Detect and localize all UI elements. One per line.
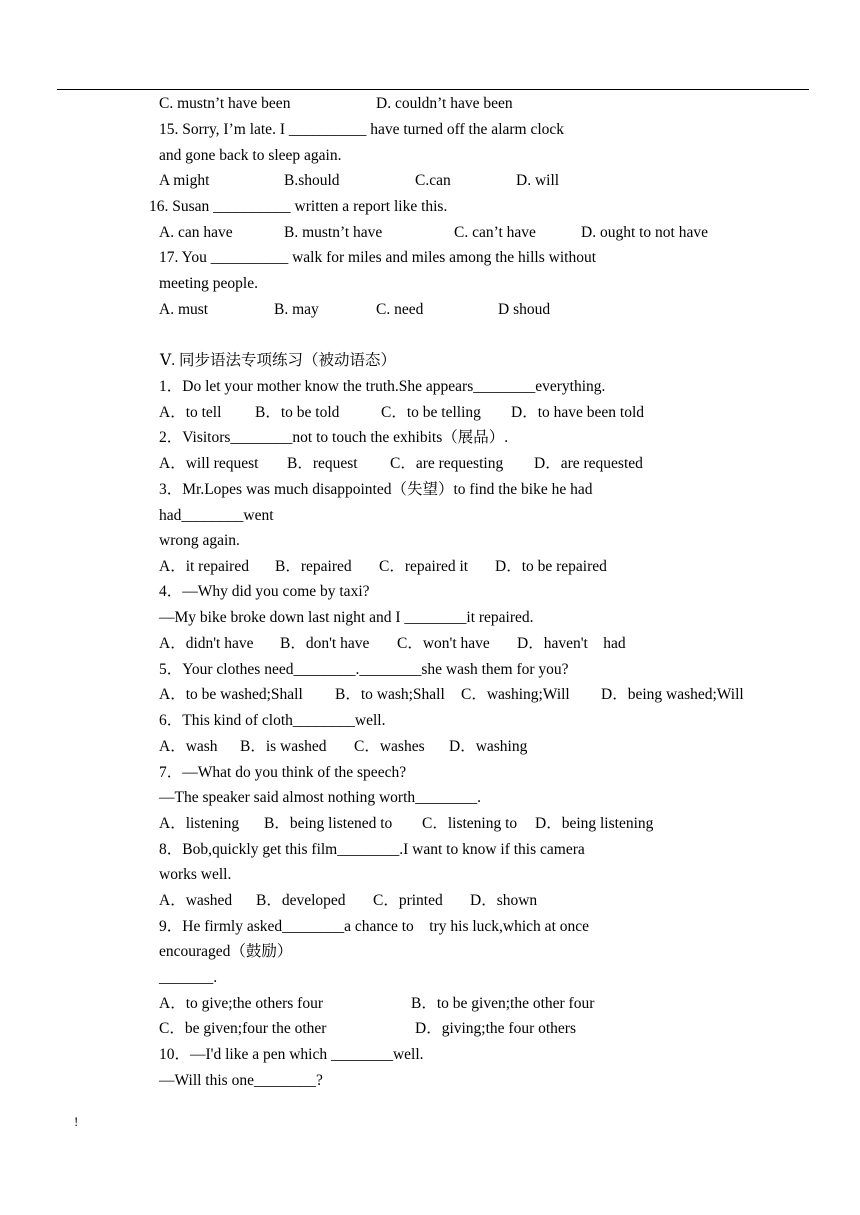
question-10-cont: —Will this one________? <box>159 1072 323 1089</box>
question-5: 5．Your clothes need________.________she wash them for you? <box>159 661 569 678</box>
question-4: 4．—Why did you come by taxi? <box>159 583 370 600</box>
option: D．are requested <box>534 455 643 472</box>
question-8-cont: works well. <box>159 866 232 883</box>
option: A．to tell <box>159 404 222 421</box>
option: A．to be washed;Shall <box>159 686 303 703</box>
header-rule <box>57 89 809 90</box>
option: C．washing;Will <box>461 686 570 703</box>
question-7: 7．—What do you think of the speech? <box>159 764 407 781</box>
option: B．repaired <box>275 558 352 575</box>
question-3: 3．Mr.Lopes was much disappointed（失望）to find the bike he had <box>159 481 593 498</box>
option: C. can’t have <box>454 224 536 241</box>
question-15-cont: and gone back to sleep again. <box>159 147 342 164</box>
option: D．to have been told <box>511 404 645 421</box>
option: B．is washed <box>240 738 327 755</box>
option: D．washing <box>449 738 528 755</box>
option: A. can have <box>159 224 233 241</box>
question-17: 17. You __________ walk for miles and miles among the hills without <box>159 249 596 266</box>
option: B.should <box>284 172 340 189</box>
option: A．to give;the others four <box>159 995 324 1012</box>
question-8: 8．Bob,quickly get this film________.I want to know if this camera <box>159 841 585 858</box>
question-10: 10．—I'd like a pen which ________well. <box>159 1046 424 1063</box>
option: D. will <box>516 172 560 189</box>
section-heading: Ⅴ. 同步语法专项练习（被动语态） <box>160 352 396 369</box>
page-footer-mark: ! <box>74 1114 79 1129</box>
question-4-cont: —My bike broke down last night and I ________it repaired. <box>159 609 534 626</box>
question-6: 6．This kind of cloth________well. <box>159 712 386 729</box>
option: C. mustn’t have been <box>159 95 291 112</box>
option: C．won't have <box>397 635 490 652</box>
option: C．be given;four the other <box>159 1020 327 1037</box>
option: B. mustn’t have <box>284 224 383 241</box>
option: D．being washed;Will <box>601 686 744 703</box>
option: A．didn't have <box>159 635 254 652</box>
option: B．to be given;the other four <box>411 995 595 1012</box>
option: B．being listened to <box>264 815 393 832</box>
question-9: 9．He firmly asked________a chance to try his luck,which at once <box>159 918 590 935</box>
question-9-cont: encouraged（鼓励） <box>159 943 293 960</box>
option: B．don't have <box>280 635 370 652</box>
option: C．printed <box>373 892 443 909</box>
option: C．listening to <box>422 815 518 832</box>
question-7-cont: —The speaker said almost nothing worth________. <box>159 789 482 806</box>
option: B．developed <box>256 892 346 909</box>
option: C．washes <box>354 738 425 755</box>
option: C. need <box>376 301 424 318</box>
option: C.can <box>415 172 451 189</box>
option: D．shown <box>470 892 538 909</box>
option: D. couldn’t have been <box>376 95 513 112</box>
option: D shoud <box>498 301 551 318</box>
option: A might <box>159 172 210 189</box>
option: C．are requesting <box>390 455 504 472</box>
option: B. may <box>274 301 319 318</box>
question-3-cont2: wrong again. <box>159 532 240 549</box>
question-3-cont: had________went <box>159 507 274 524</box>
option: B．to wash;Shall <box>335 686 445 703</box>
option: D．giving;the four others <box>415 1020 577 1037</box>
option: A．listening <box>159 815 240 832</box>
question-17-cont: meeting people. <box>159 275 258 292</box>
question-9-cont2: _______. <box>159 969 218 986</box>
question-2: 2．Visitors________not to touch the exhibits（展品）. <box>159 429 509 446</box>
option: A．wash <box>159 738 218 755</box>
option: C．to be telling <box>381 404 481 421</box>
option: B．request <box>287 455 358 472</box>
option: A．it repaired <box>159 558 249 575</box>
option: C．repaired it <box>379 558 469 575</box>
question-1: 1．Do let your mother know the truth.She appears________everything. <box>159 378 606 395</box>
option: B．to be told <box>255 404 340 421</box>
option: D．haven't had <box>517 635 626 652</box>
option: A. must <box>159 301 209 318</box>
option: A．will request <box>159 455 259 472</box>
option: D．to be repaired <box>495 558 607 575</box>
question-16: 16. Susan __________ written a report like this. <box>149 198 448 215</box>
question-15: 15. Sorry, I’m late. I __________ have turned off the alarm clock <box>159 121 565 138</box>
option: D. ought to not have <box>581 224 708 241</box>
option: D．being listening <box>535 815 654 832</box>
option: A．washed <box>159 892 233 909</box>
